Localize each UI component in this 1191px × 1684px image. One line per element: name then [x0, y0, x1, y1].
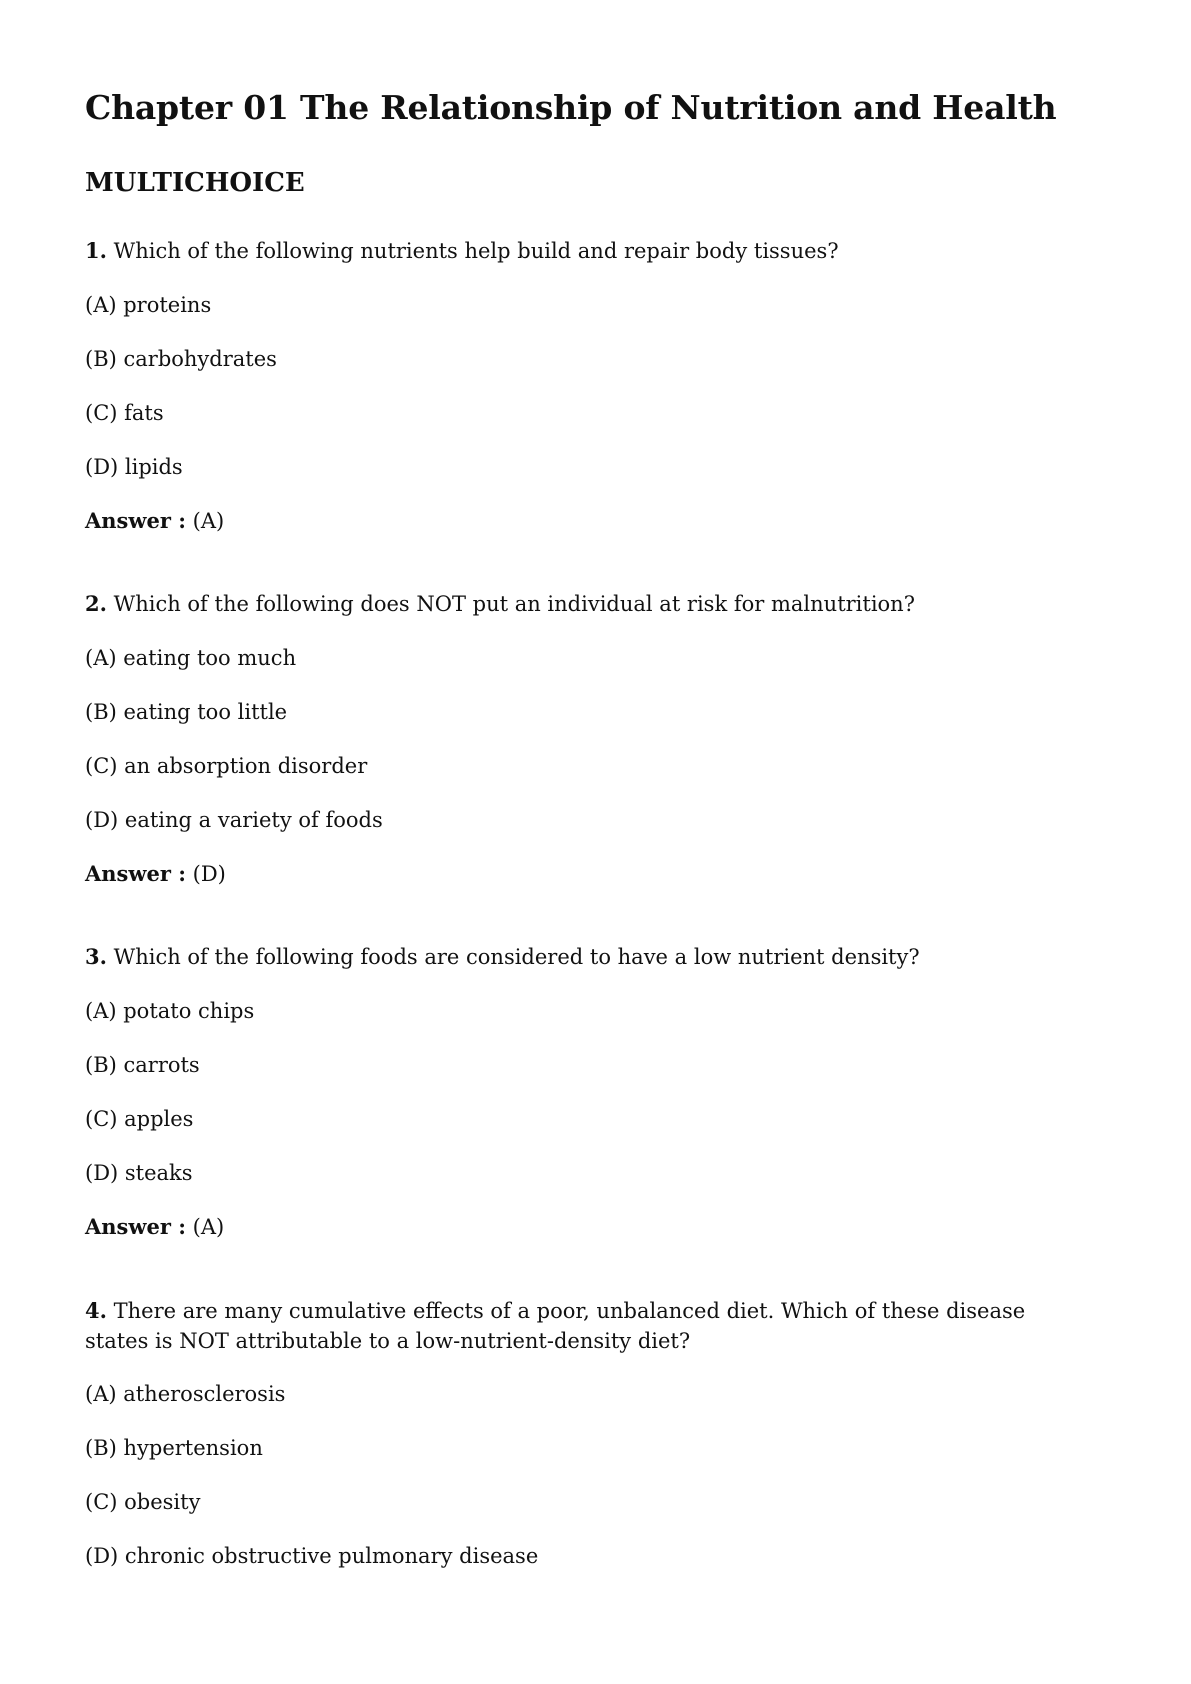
- answer-value: (A): [192, 1215, 225, 1239]
- option-b: (B) hypertension: [85, 1436, 263, 1460]
- question-number: 2.: [85, 591, 107, 616]
- question-4: [85, 1296, 1095, 1356]
- option-c: (C) apples: [85, 1107, 194, 1131]
- chapter-title: Chapter 01 The Relationship of Nutrition and Health: [85, 88, 1057, 127]
- answer-2: [85, 859, 226, 889]
- option-c: (C) obesity: [85, 1490, 201, 1514]
- question-3: [85, 942, 920, 972]
- question-text: There are many cumulative effects of a poor, unbalanced diet. Which of these disease states is NOT attributable to a low-nutrient-density diet?: [85, 1299, 1026, 1353]
- question-number: 4.: [85, 1298, 107, 1323]
- answer-value: (A): [192, 509, 225, 533]
- answer-label: Answer :: [85, 861, 186, 886]
- question-text: Which of the following does NOT put an individual at risk for malnutrition?: [113, 592, 915, 616]
- option-a: (A) atherosclerosis: [85, 1382, 286, 1406]
- answer-1: [85, 506, 224, 536]
- option-b: (B) eating too little: [85, 700, 288, 724]
- question-text: Which of the following nutrients help build and repair body tissues?: [113, 239, 839, 263]
- option-c: (C) an absorption disorder: [85, 754, 368, 778]
- question-number: 1.: [85, 238, 107, 263]
- question-1: [85, 236, 839, 266]
- option-d: (D) lipids: [85, 455, 183, 479]
- option-a: (A) proteins: [85, 293, 212, 317]
- answer-3: [85, 1212, 224, 1242]
- answer-value: (D): [192, 862, 226, 886]
- option-b: (B) carrots: [85, 1053, 200, 1077]
- option-b: (B) carbohydrates: [85, 347, 277, 371]
- option-d: (D) steaks: [85, 1161, 193, 1185]
- question-2: [85, 589, 915, 619]
- answer-label: Answer :: [85, 508, 186, 533]
- option-a: (A) eating too much: [85, 646, 297, 670]
- question-number: 3.: [85, 944, 107, 969]
- option-c: (C) fats: [85, 401, 164, 425]
- option-d: (D) eating a variety of foods: [85, 808, 383, 832]
- option-d: (D) chronic obstructive pulmonary disease: [85, 1544, 539, 1568]
- section-heading: MULTICHOICE: [85, 168, 305, 198]
- question-text: Which of the following foods are considered to have a low nutrient density?: [113, 945, 920, 969]
- answer-label: Answer :: [85, 1214, 186, 1239]
- option-a: (A) potato chips: [85, 999, 255, 1023]
